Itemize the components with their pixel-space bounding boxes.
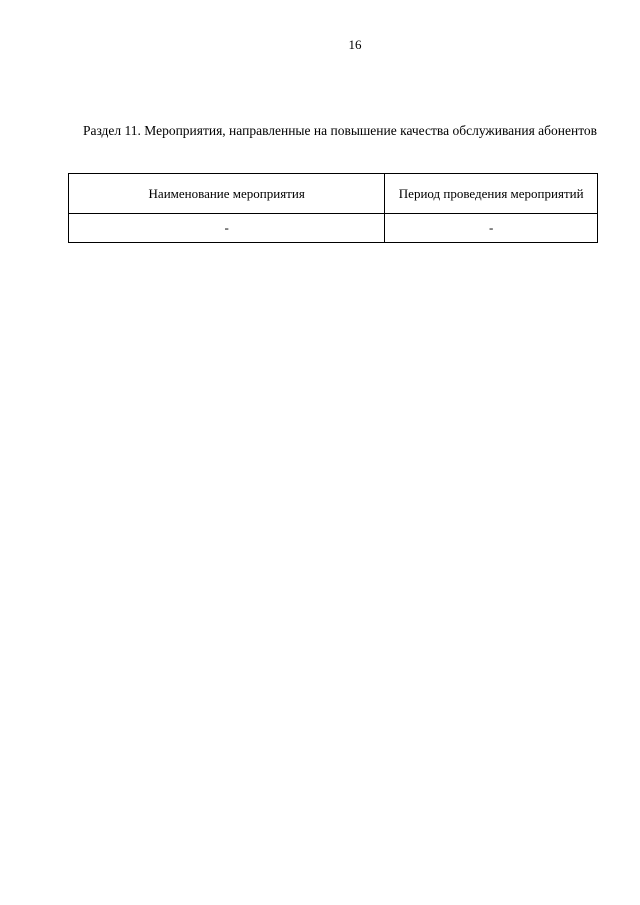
header-event-name: Наименование мероприятия (69, 174, 385, 214)
page-number: 16 (348, 37, 362, 52)
table-row (69, 214, 598, 243)
header-event-period: Период проведения мероприятий (385, 174, 598, 214)
events-table (68, 173, 598, 243)
cell-event-period: - (385, 214, 598, 243)
cell-event-name: - (69, 214, 385, 243)
table-header-row (69, 174, 598, 214)
section-title: Раздел 11. Мероприятия, направленные на повышение качества обслуживания абонентов (82, 123, 598, 138)
